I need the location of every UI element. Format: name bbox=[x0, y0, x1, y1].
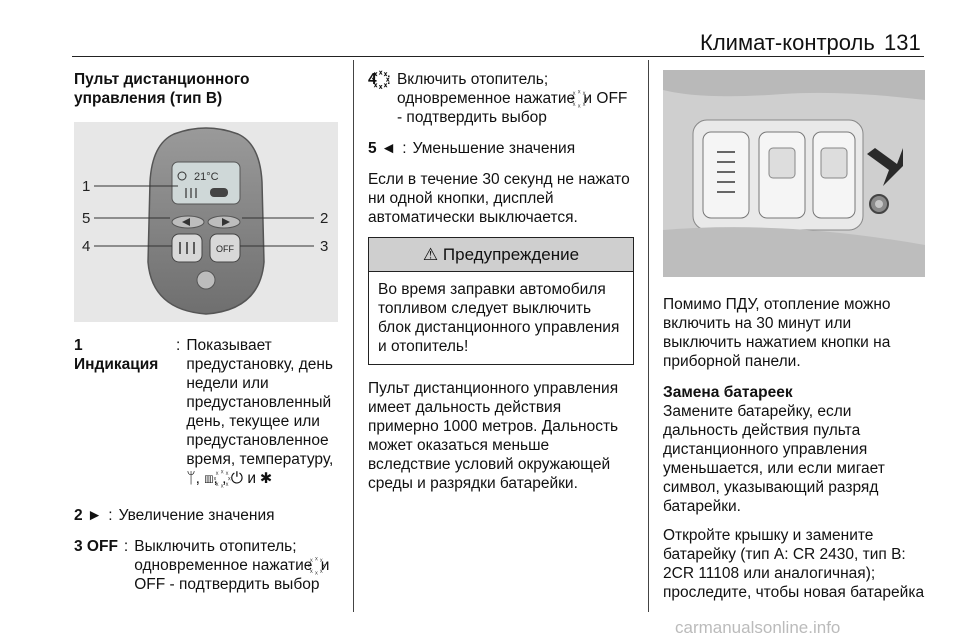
legend-desc-3: Выключить отопитель; одновременное нажатие ꙰ и OFF - подтвердить выбор bbox=[134, 538, 330, 593]
legend-term-5: 5 ◄ bbox=[368, 140, 397, 157]
lcd-temperature: 21°C bbox=[194, 171, 219, 183]
legend-item-5: 5 ◄ : Уменьшение значения bbox=[368, 139, 634, 158]
right-column bbox=[663, 70, 925, 612]
lcd-battery-icon bbox=[210, 188, 228, 197]
legend-term-3: 3 OFF bbox=[74, 538, 118, 555]
legend-item-2: 2 ► : Увеличение значения bbox=[74, 506, 340, 525]
display-timeout-paragraph: Если в течение 30 секунд не нажато ни одной кнопки, дисплей автоматически выключается. bbox=[368, 171, 630, 226]
middle-column bbox=[368, 70, 634, 503]
legend-desc-4: Включить отопитель; одновременное нажатие ꙰ и OFF - подтвердить выбор bbox=[396, 71, 628, 126]
warning-header bbox=[369, 238, 633, 272]
page-title: Климат-контроль bbox=[700, 30, 875, 55]
page-number: 131 bbox=[884, 30, 921, 55]
callout-2: 2 bbox=[320, 210, 329, 227]
legend-term-4: 4 ꙰ bbox=[368, 71, 381, 88]
section-heading: Пульт дистанционного управления (тип B) bbox=[74, 71, 250, 107]
legend-term-1: 1 Индикация bbox=[74, 337, 159, 373]
left-column bbox=[74, 70, 340, 606]
legend-desc-5: Уменьшение значения bbox=[412, 140, 576, 157]
callout-5: 5 bbox=[82, 210, 91, 227]
warning-body: Во время заправки автомобиля топливом следует выключить блок дистанционного управления и отопитель! bbox=[378, 281, 620, 355]
warning-icon: ⚠ bbox=[422, 245, 439, 264]
legend-item-1: 1 Индикация : Показывает предустановку, день недели или предустановленный день, текущее или предустановленное время, температуру, ᛘ, ▥, ꙰, ⏻ и ✱ bbox=[74, 336, 340, 488]
warning-title: Предупреждение bbox=[442, 245, 580, 264]
off-button-label: OFF bbox=[216, 244, 234, 254]
dashboard-illustration bbox=[663, 70, 925, 277]
column-divider-left bbox=[353, 60, 354, 612]
dashboard-button-photo bbox=[663, 70, 925, 277]
watermark-url: carmanualsonline.info bbox=[675, 618, 841, 637]
callout-3: 3 bbox=[320, 238, 329, 255]
legend-term-2: 2 ► bbox=[74, 507, 103, 524]
warning-box bbox=[368, 237, 634, 365]
remote-control-illustration bbox=[74, 122, 338, 322]
range-paragraph: Пульт дистанционного управления имеет дальность действия примерно 1000 метров. Дальность может оказаться меньше вследствие условий окружающей среды и разрядки батарейки. bbox=[368, 380, 619, 492]
header-rule bbox=[72, 56, 924, 57]
legend-desc-1: Показывает предустановку, день недели или предустановленный день, текущее или предустановленное время, температуру, ᛘ, ▥, ꙰, ⏻ и ✱ bbox=[186, 337, 334, 487]
callout-1: 1 bbox=[82, 178, 91, 195]
remote-control-figure bbox=[74, 122, 338, 322]
lcd-display bbox=[172, 162, 240, 204]
legend-desc-2: Увеличение значения bbox=[118, 507, 275, 524]
column-divider-right bbox=[648, 60, 649, 612]
page-header bbox=[0, 0, 960, 60]
battery-subheading: Замена батареек bbox=[663, 384, 793, 401]
legend-item-3: 3 OFF : Выключить отопитель; одновременное нажатие ꙰ и OFF - подтвердить выбор bbox=[74, 537, 340, 594]
center-button bbox=[197, 271, 215, 289]
vent-switch bbox=[703, 132, 749, 218]
battery-paragraph-2: Откройте крышку и замените батарейку (тип A: CR 2430, тип B: 2CR 11108 или аналогичная); проследите, чтобы новая батарейка bbox=[663, 527, 925, 601]
legend-item-4: 4 ꙰ : Включить отопитель; одновременное нажатие ꙰ и OFF - подтвердить выбор bbox=[368, 70, 634, 127]
callout-4: 4 bbox=[82, 238, 91, 255]
battery-paragraph-1: Замените батарейку, если дальность действия пульта дистанционного управления уменьшается, или если мигает символ, указывающий разряд батарейки. bbox=[663, 403, 885, 515]
dashboard-paragraph: Помимо ПДУ, отопление можно включить на 30 минут или выключить нажатием кнопки на приборной панели. bbox=[663, 296, 891, 370]
